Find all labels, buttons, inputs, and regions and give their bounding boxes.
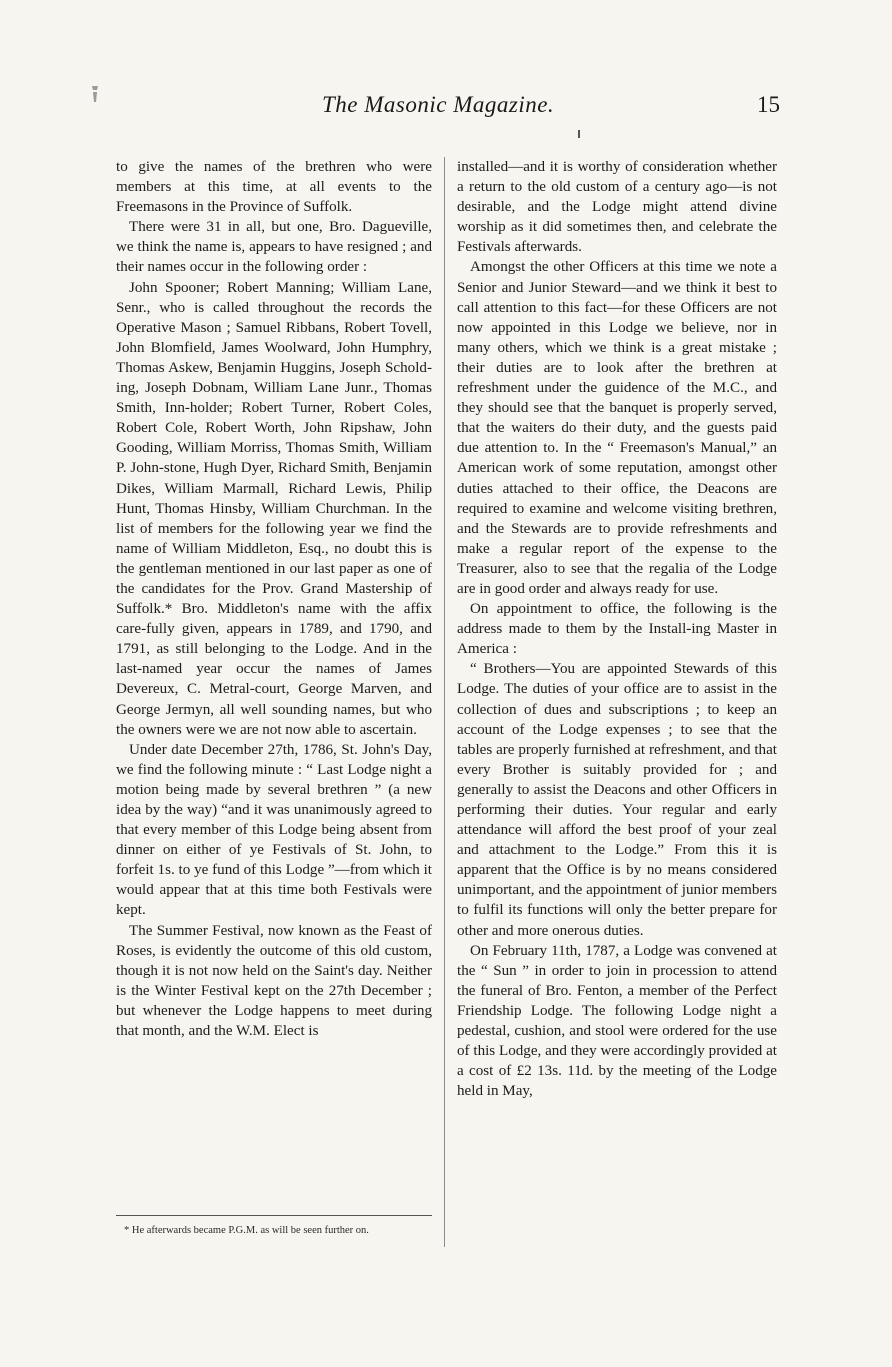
left-paragraph-3: John Spooner; Robert Manning; William Lane, Senr., who is called throughout the records the Operative Mason ; Samuel Ribbans, Robert Tovell, John Blomfield, James Woolward, John Humphry, Thomas Askew, Benjamin Huggins, Joseph Schold-ing, Joseph Dobnam, William Lane Junr., Thomas Smith, Inn-holder; Robert Turner, Robert Coles, Robert Cole, Robert Worth, John Ripshaw, John Gooding, William Morriss, Thomas Smith, William P. John-stone, Hugh Dyer, Richard Smith, Benjamin Dikes, William Marmall, Richard Lewis, Philip Hunt, Thomas Hinsby, William Churchman. In the list of members for the following year we find the name of William Middleton, Esq., no doubt this is the gentleman mentioned in our last paper as one of the candidates for the Prov. Grand Mastership of Suffolk.* Bro. Middleton's name with the affix care-fully given, appears in 1789, and 1790, and 1791, as still belonging to the Lodge. And in the last-named year occur the names of James Devereux, C. Metral-court, George Marven, and George Jermyn, all well sounding names, but who the owners were we are not now able to ascertain. [116,279,432,738]
left-paragraph-1: to give the names of the brethren who were members at this time, at all events to the Freemasons in the Province of Suffolk. [116,159,432,216]
page-number: 15 [757,92,780,117]
running-header [0,92,892,126]
right-column [457,157,777,1101]
left-paragraph-2: There were 31 in all, but one, Bro. Dagueville, we think the name is, appears to have resigned ; and their names occur in the following order : [116,219,432,276]
left-paragraph-5: The Summer Festival, now known as the Feast of Roses, is evidently the outcome of this old custom, though it is not now held on the Saint's day. Neither is the Winter Festival kept on the 27th December ; but whenever the Lodge happens to meet during that month, and the W.M. Elect is [116,922,432,1040]
left-column [116,157,432,1041]
left-paragraph-4: Under date December 27th, 1786, St. John's Day, we find the following minute : “ Last Lodge night a motion being made by several brethren ” (a new idea by the way) “and it was unanimously agreed to that every member of this Lodge being absent from dinner on either of ye Festivals of St. John, to forfeit 1s. to ye fund of this Lodge ”—from which it would appear that at this time both Festivals were kept. [116,741,432,919]
header-tick-mark [578,130,580,138]
footnote-rule [116,1215,432,1216]
right-paragraph-1: installed—and it is worthy of consideration whether a return to the old custom of a century ago—is not desirable, and the Lodge might attend divine worship as it did sometimes then, and celebrate the Festivals afterwards. [457,159,777,256]
footnote: * He afterwards became P.G.M. as will be seen further on. [124,1225,369,1236]
magazine-title: The Masonic Magazine. [322,92,555,117]
right-paragraph-5: On February 11th, 1787, a Lodge was convened at the “ Sun ” in order to join in procession to attend the funeral of Bro. Fenton, a member of the Perfect Friendship Lodge. The following Lodge night a pedestal, cushion, and stool were ordered for the use of this Lodge, and they were accordingly provided at a cost of £2 13s. 11d. by the meeting of the Lodge held in May, [457,942,777,1100]
column-divider [444,157,445,1247]
right-paragraph-2: Amongst the other Officers at this time we note a Senior and Junior Steward—and we think it best to call attention to this fact—for these Officers are not now appointed in this Lodge we believe, nor in many others, which we think is a great mistake ; their duties are to look after the brethren at refreshment under the guidence of the M.C., and they should see that the banquet is properly served, that the waiters do their duty, and the guests paid due attention to. In the “ Freemason's Manual,” an American work of some reputation, amongst other duties attached to their office, the Deacons are required to examine and welcome visiting brethren, and the Stewards are to provide refreshments and make a regular report of the expense to the Treasurer, also to see that the regalia of the Lodge are in good order and always ready for use. [457,259,777,597]
right-paragraph-4: “ Brothers—You are appointed Stewards of this Lodge. The duties of your office are to assist in the collection of dues and subscriptions ; to keep an account of the Lodge expenses ; to see that the tables are properly furnished at refreshment, and that every Brother is suitably provided for ; and generally to assist the Deacons and other Officers in performing their duties. Your regular and early attendance will afford the best proof of your zeal and attachment to the Lodge.” From this it is apparent that the Office is by no means considered unimportant, and the appointment of junior members to fulfil its functions will only the better prepare for other and more onerous duties. [457,661,777,939]
right-paragraph-3: On appointment to office, the following is the address made to them by the Install-ing Master in America : [457,601,777,658]
